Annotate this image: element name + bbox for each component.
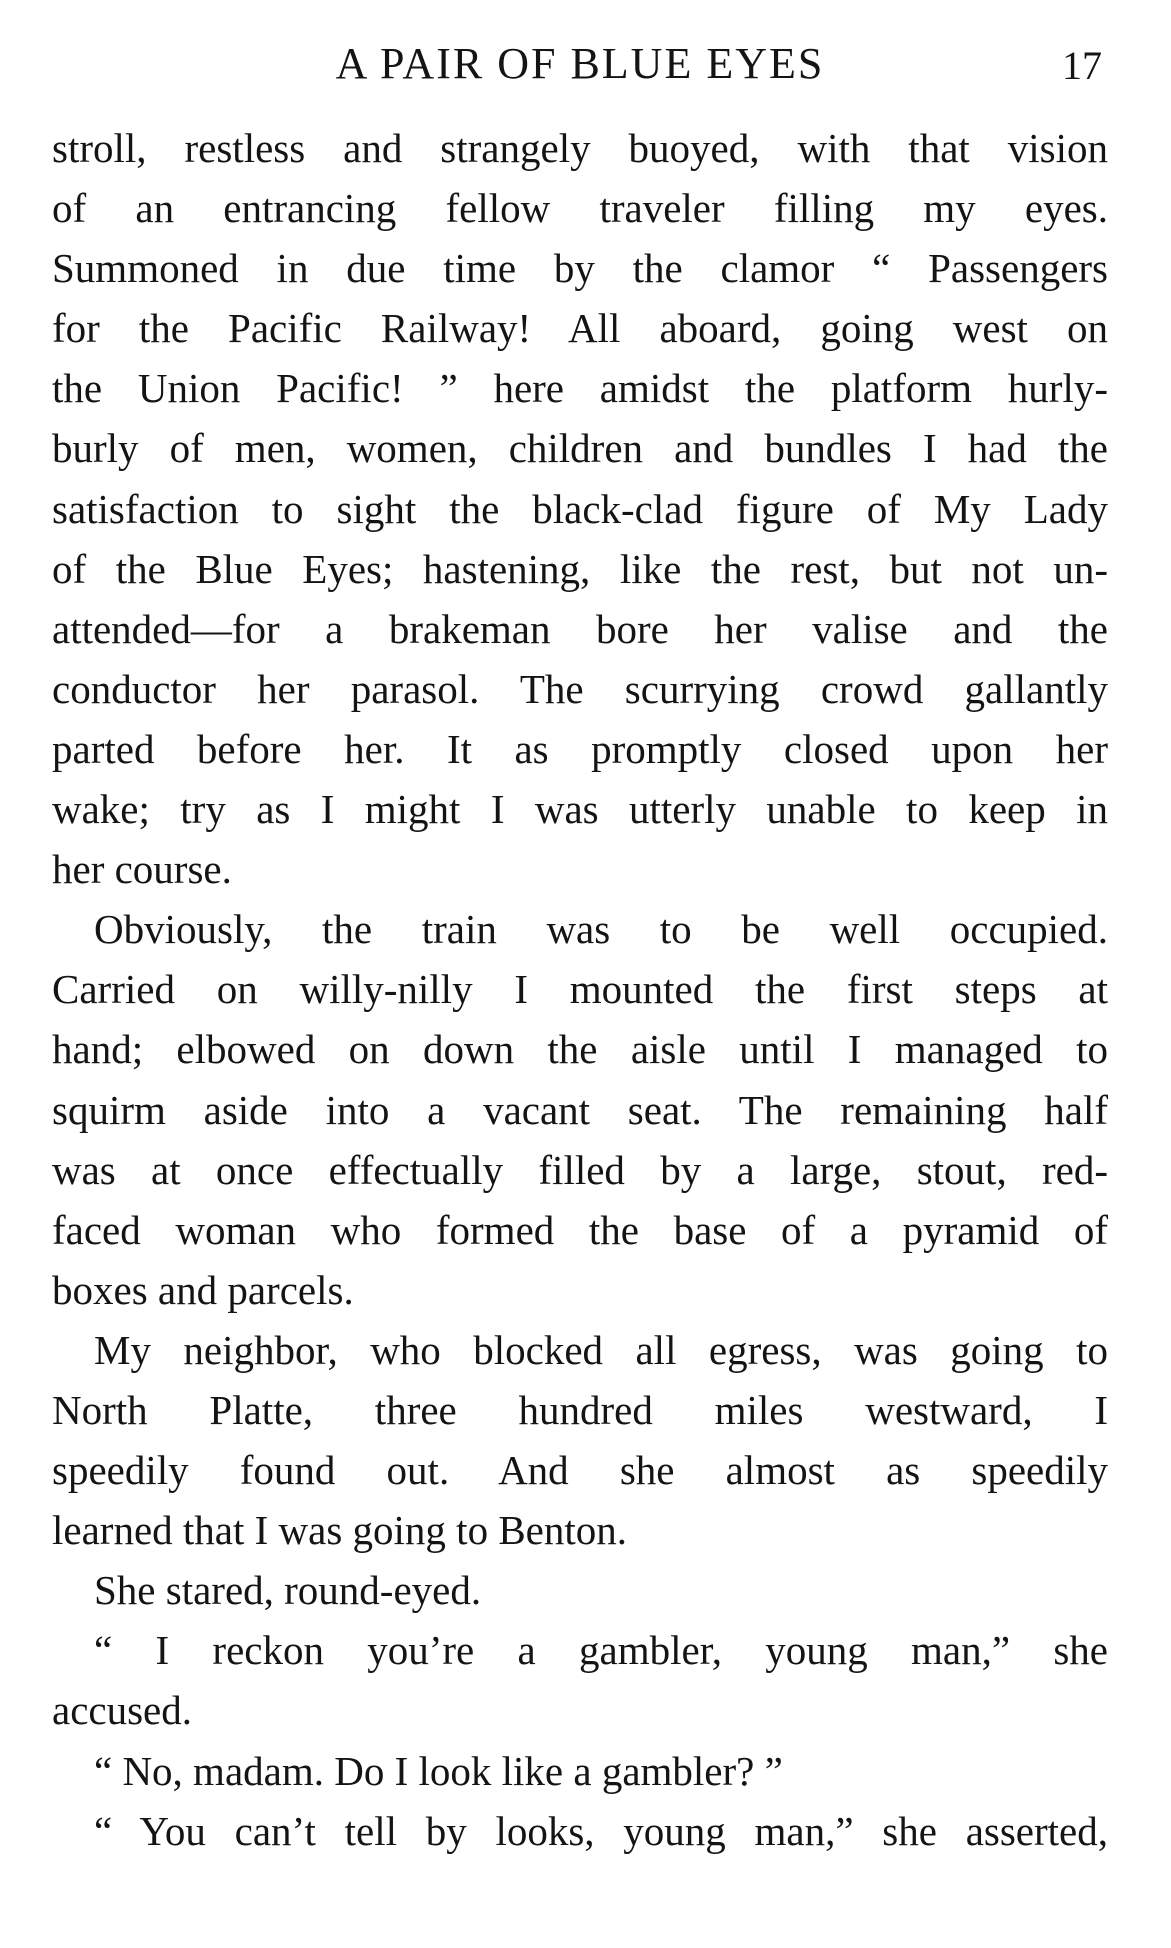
page-number: 17 [1062,43,1102,88]
text-line: “ You can’t tell by looks, young man,” she asserted, [94,1807,1108,1854]
text-line: North Platte, three hundred miles westward, I [52,1386,1108,1433]
text-line: accused. [52,1687,192,1734]
text-line: hand; elbowed on down the aisle until I managed to [52,1026,1108,1073]
text-line: squirm aside into a vacant seat. The remaining half [52,1086,1108,1133]
page-header [52,34,1108,94]
text-line: My neighbor, who blocked all egress, was going to [94,1326,1108,1373]
text-line: parted before her. It as promptly closed upon her [52,725,1108,772]
text-line: conductor her parasol. The scurrying crowd gallantly [52,665,1108,712]
text-line: boxes and parcels. [52,1266,354,1313]
text-line: faced woman who formed the base of a pyramid of [52,1206,1108,1253]
text-line: her course. [52,846,232,893]
text-line: wake; try as I might I was utterly unable to keep in [52,786,1108,833]
text-line: satisfaction to sight the black-clad figure of My Lady [52,485,1108,532]
running-title: A PAIR OF BLUE EYES [335,39,825,88]
text-line: speedily found out. And she almost as speedily [52,1447,1108,1494]
text-line: “ I reckon you’re a gambler, young man,” she [94,1627,1108,1674]
text-line: She stared, round-eyed. [94,1567,482,1614]
body-text [52,118,1108,1861]
text-line: the Union Pacific! ” here amidst the platform hurly- [52,365,1108,412]
text-line: stroll, restless and strangely buoyed, with that vision [52,125,1108,171]
text-line: for the Pacific Railway! All aboard, going west on [52,305,1108,352]
text-line: Carried on willy-nilly I mounted the first steps at [52,966,1108,1013]
text-line: of an entrancing fellow traveler filling my eyes. [52,185,1108,232]
text-line: Summoned in due time by the clamor “ Passengers [52,245,1108,292]
text-line: learned that I was going to Benton. [52,1507,628,1554]
text-line: Obviously, the train was to be well occupied. [94,906,1108,953]
text-line: burly of men, women, children and bundles I had the [52,425,1108,472]
text-line: of the Blue Eyes; hastening, like the rest, but not un- [52,545,1108,592]
text-line: attended—for a brakeman bore her valise and the [52,605,1108,652]
text-line: was at once effectually filled by a large, stout, red- [52,1146,1108,1193]
text-line: “ No, madam. Do I look like a gambler? ” [94,1747,783,1794]
